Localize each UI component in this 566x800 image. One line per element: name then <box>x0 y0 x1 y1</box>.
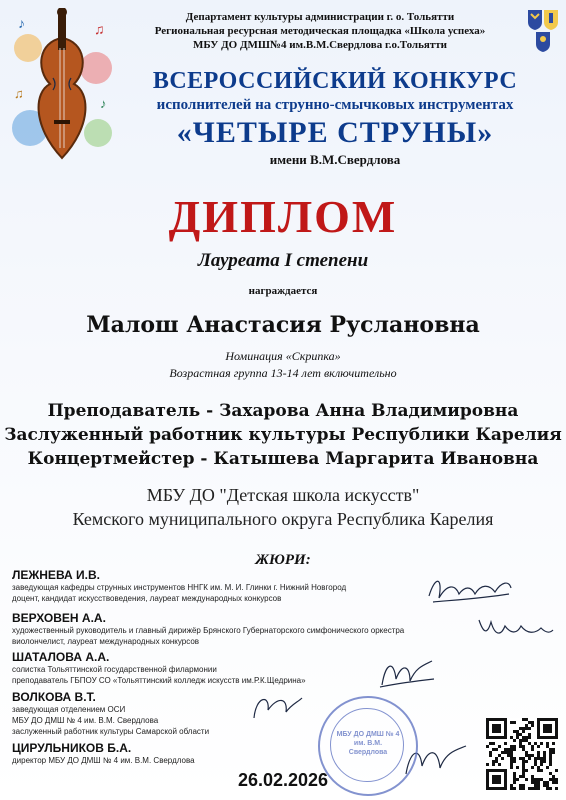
age-group: Возрастная группа 13-14 лет включительно <box>169 366 397 380</box>
jury-member-desc: заведующая отделением ОСИ <box>12 705 126 714</box>
teacher-title-line: Заслуженный работник культуры Республики Карелия <box>4 425 562 445</box>
header-line-2: Региональная ресурсная методическая площадка «Школа успеха» <box>154 25 486 37</box>
jury-member-desc: художественный руководитель и главный дирижёр Брянского Губернаторского симфонического оркестра <box>12 626 405 635</box>
coat-of-arms-icons <box>526 8 560 54</box>
svg-text:♫: ♫ <box>14 86 24 101</box>
jury-member-desc: виолончелист, лауреат международных конкурсов <box>12 637 200 646</box>
violin-illustration <box>8 8 116 178</box>
recipient-name: Малош Анастасия Руслановна <box>86 312 480 338</box>
jury-member-name: ВОЛКОВА В.Т. <box>12 690 96 704</box>
awarded-label: награждается <box>248 285 318 297</box>
jury-member-desc: заведующая кафедры струнных инструментов ННГК им. М. И. Глинки г. Нижний Новгород <box>12 583 347 592</box>
accompanist-line: Концертмейстер - Катышева Маргарита Ивановна <box>27 449 539 469</box>
jury-member-name: ЛЕЖНЕВА И.В. <box>12 568 100 582</box>
contest-name: «ЧЕТЫРЕ СТРУНЫ» <box>176 116 494 149</box>
jury-member-name: ШАТАЛОВА А.А. <box>12 650 110 664</box>
diploma-title: ДИПЛОМ <box>168 191 398 242</box>
signature-1 <box>425 572 515 608</box>
signature-2 <box>475 612 555 646</box>
jury-member-desc: МБУ ДО ДМШ № 4 им. В.М. Свердлова <box>12 716 159 725</box>
school-line-2: Кемского муниципального округа Республика Карелия <box>72 509 494 529</box>
signature-4 <box>248 690 304 724</box>
svg-text:♪: ♪ <box>18 17 25 32</box>
header-line-3: МБУ ДО ДМШ№4 им.В.М.Свердлова г.о.Тольятти <box>192 39 448 51</box>
contest-title: ВСЕРОССИЙСКИЙ КОНКУРС <box>152 68 518 94</box>
nomination: Номинация «Скрипка» <box>225 349 341 363</box>
jury-member-desc: преподаватель ГБПОУ СО «Тольяттинский колледж искусств им.Р.К.Щедрина» <box>12 676 306 685</box>
jury-member-desc: солистка Тольяттинской государственной филармонии <box>12 665 217 674</box>
contest-subtitle: исполнителей на струнно-смычковых инструментах <box>156 97 514 113</box>
issue-date: 26.02.2026 <box>237 770 329 790</box>
jury-member-desc: директор МБУ ДО ДМШ № 4 им. В.М. Свердлова <box>12 756 195 765</box>
contest-named-after: имени В.М.Свердлова <box>269 152 401 167</box>
laureate-degree: Лауреата I степени <box>197 250 369 271</box>
jury-member-desc: заслуженный работник культуры Самарской области <box>12 727 210 736</box>
jury-member-name: ВЕРХОВЕН А.А. <box>12 611 106 625</box>
signature-3 <box>376 655 436 691</box>
svg-text:♪: ♪ <box>100 96 107 111</box>
svg-text:♫: ♫ <box>94 23 105 38</box>
teacher-line: Преподаватель - Захарова Анна Владимировна <box>47 401 519 421</box>
header-line-1: Департамент культуры администрации г. о. Тольятти <box>185 11 455 23</box>
stamp-text: МБУ ДО ДМШ № 4 им. В.М. Свердлова <box>336 731 400 756</box>
jury-member-desc: доцент, кандидат искусствоведения, лауреат международных конкурсов <box>12 594 282 603</box>
school-line-1: МБУ ДО "Детская школа искусств" <box>146 485 420 505</box>
jury-member-name: ЦИРУЛЬНИКОВ Б.А. <box>12 741 132 755</box>
jury-title: ЖЮРИ: <box>255 552 311 568</box>
